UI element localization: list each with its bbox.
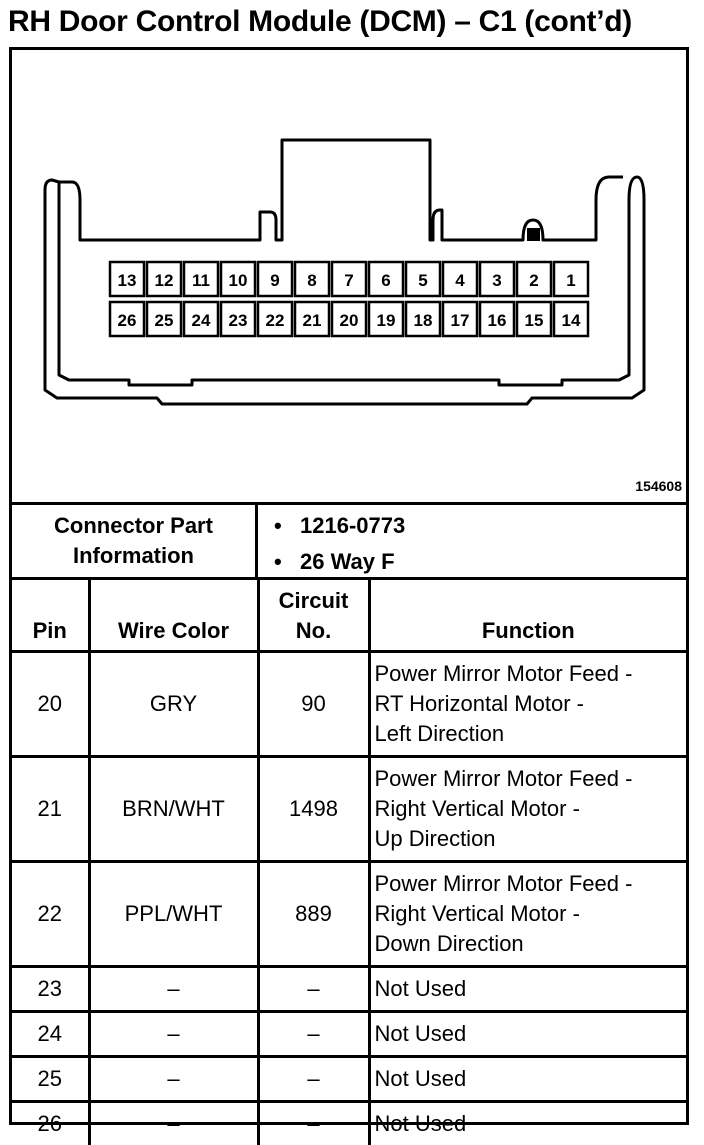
header-pin: Pin	[12, 580, 89, 652]
wire-color-cell: –	[89, 967, 258, 1012]
figure-id: 154608	[635, 478, 682, 494]
pin-label-2: 2	[529, 271, 538, 290]
function-line: Left Direction	[375, 719, 687, 749]
pin-label-19: 19	[377, 311, 396, 330]
function-line: Power Mirror Motor Feed -	[375, 869, 687, 899]
wire-color-cell: –	[89, 1012, 258, 1057]
pin-label-5: 5	[418, 271, 427, 290]
pin-label-14: 14	[562, 311, 581, 330]
wire-color-cell: BRN/WHT	[89, 757, 258, 862]
pin-label-18: 18	[414, 311, 433, 330]
function-line: RT Horizontal Motor -	[375, 689, 687, 719]
circuit-cell: –	[258, 1102, 369, 1145]
pin-label-23: 23	[229, 311, 248, 330]
pin-label-1: 1	[566, 271, 575, 290]
wire-color-cell: GRY	[89, 652, 258, 757]
pin-label-13: 13	[118, 271, 137, 290]
pin-row-25	[12, 1057, 686, 1102]
connector-way-count: • 26 Way F	[300, 549, 395, 575]
header-circuit-no	[258, 580, 369, 652]
function-line: Down Direction	[375, 929, 687, 959]
pin-cell: 20	[12, 652, 89, 757]
connector-part-info	[12, 502, 686, 580]
function-line: Power Mirror Motor Feed -	[375, 659, 687, 689]
circuit-cell: –	[258, 1057, 369, 1102]
pin-label-17: 17	[451, 311, 470, 330]
function-line: Up Direction	[375, 824, 687, 854]
header-wire-color: Wire Color	[89, 580, 258, 652]
pin-row-24	[12, 1012, 686, 1057]
pin-label-24: 24	[192, 311, 211, 330]
wire-color-cell: –	[89, 1057, 258, 1102]
connector-part-info-values	[258, 505, 686, 577]
pin-label-15: 15	[525, 311, 544, 330]
pin-label-10: 10	[229, 271, 248, 290]
function-cell	[369, 1102, 686, 1145]
pin-label-26: 26	[118, 311, 137, 330]
pin-table	[12, 580, 686, 1145]
pin-label-9: 9	[270, 271, 279, 290]
circuit-cell: 90	[258, 652, 369, 757]
pin-label-16: 16	[488, 311, 507, 330]
connector-face-diagram	[12, 50, 686, 502]
function-cell	[369, 967, 686, 1012]
pin-label-7: 7	[344, 271, 353, 290]
wire-color-cell: –	[89, 1102, 258, 1145]
pin-row-23	[12, 967, 686, 1012]
pin-row-22	[12, 862, 686, 967]
function-line: Not Used	[375, 1064, 687, 1094]
function-cell	[369, 862, 686, 967]
pin-label-22: 22	[266, 311, 285, 330]
connector-latch-marker	[527, 228, 540, 241]
pin-cell: 22	[12, 862, 89, 967]
pin-cell: 23	[12, 967, 89, 1012]
pin-row-21	[12, 757, 686, 862]
page-title: RH Door Control Module (DCM) – C1 (cont’d)	[8, 2, 700, 42]
function-cell	[369, 652, 686, 757]
circuit-cell: –	[258, 1012, 369, 1057]
pin-label-8: 8	[307, 271, 316, 290]
connector-part-info-label	[12, 505, 258, 577]
header-circuit-line1: Circuit	[260, 586, 368, 616]
document-frame	[9, 47, 689, 1125]
function-cell	[369, 1012, 686, 1057]
pin-table-body	[12, 652, 686, 1145]
pin-cell: 21	[12, 757, 89, 862]
function-line: Not Used	[375, 974, 687, 1004]
connector-part-label-line2: Information	[12, 541, 255, 571]
circuit-cell: 889	[258, 862, 369, 967]
pin-cell: 24	[12, 1012, 89, 1057]
pin-label-20: 20	[340, 311, 359, 330]
pin-table-header	[12, 580, 686, 652]
pin-label-11: 11	[192, 271, 210, 290]
pin-label-21: 21	[303, 311, 322, 330]
wire-color-cell: PPL/WHT	[89, 862, 258, 967]
header-function: Function	[369, 580, 686, 652]
pin-label-25: 25	[155, 311, 174, 330]
pin-label-4: 4	[455, 271, 465, 290]
pin-row-26	[12, 1102, 686, 1145]
connector-part-label-line1: Connector Part	[12, 511, 255, 541]
pin-cavity-grid	[110, 262, 588, 336]
pin-label-12: 12	[155, 271, 174, 290]
function-line: Not Used	[375, 1109, 687, 1139]
pin-label-3: 3	[492, 271, 501, 290]
function-line: Not Used	[375, 1019, 687, 1049]
pin-row-20	[12, 652, 686, 757]
pin-label-6: 6	[381, 271, 390, 290]
pin-cell: 25	[12, 1057, 89, 1102]
function-line: Power Mirror Motor Feed -	[375, 764, 687, 794]
circuit-cell: 1498	[258, 757, 369, 862]
function-cell	[369, 757, 686, 862]
function-line: Right Vertical Motor -	[375, 794, 687, 824]
function-cell	[369, 1057, 686, 1102]
connector-part-number: • 1216-0773	[300, 513, 405, 539]
header-circuit-line2: No.	[260, 616, 368, 646]
function-line: Right Vertical Motor -	[375, 899, 687, 929]
circuit-cell: –	[258, 967, 369, 1012]
pin-cell: 26	[12, 1102, 89, 1145]
